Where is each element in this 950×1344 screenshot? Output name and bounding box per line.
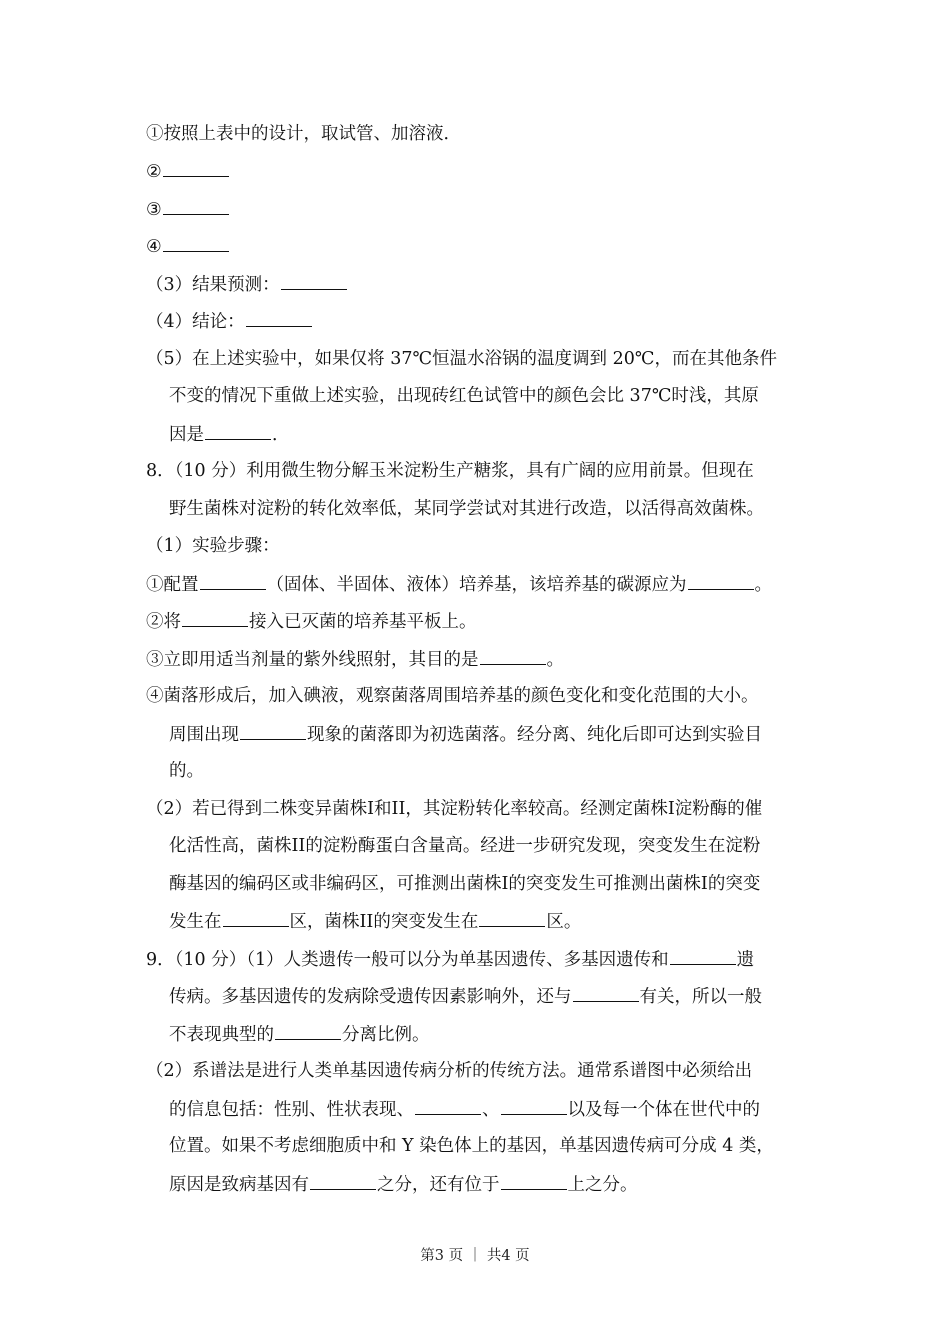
answer-blank bbox=[163, 159, 229, 177]
page-footer: 第3 页 ｜ 共4 页 bbox=[420, 1248, 530, 1264]
line-16: ④菌落形成后，加入碘液，观察菌落周围培养基的颜色变化和变化范围的大小。 bbox=[146, 686, 759, 706]
answer-blank bbox=[246, 309, 312, 327]
line-20: 化活性高，菌株II的淀粉酶蛋白含量高。经进一步研究发现，突变发生在淀粉 bbox=[169, 836, 761, 856]
line-4: ④ bbox=[146, 234, 230, 259]
line-26: （2）系谱法是进行人类单基因遗传病分析的传统方法。通常系谱图中必须给出 bbox=[146, 1061, 753, 1081]
answer-blank bbox=[688, 572, 754, 590]
question-8-line-1: 8．（10 分）利用微生物分解玉米淀粉生产糖浆，具有广阔的应用前景。但现在 bbox=[146, 461, 754, 481]
line-25: 不表现典型的 分离比例。 bbox=[169, 1022, 430, 1047]
line-11: 野生菌株对淀粉的转化效率低，某同学尝试对其进行改造，以活得高效菌株。 bbox=[169, 499, 764, 519]
answer-blank bbox=[479, 909, 545, 927]
line-3: ③ bbox=[146, 197, 230, 222]
question-9-line-1: 9．（10 分）（1）人类遗传一般可以分为单基因遗传、多基因遗传和 遗 bbox=[146, 947, 754, 972]
line-7: （5）在上述实验中，如果仅将 37℃恒温水浴锅的温度调到 20℃，而在其他条件 bbox=[146, 349, 777, 369]
answer-blank bbox=[501, 1172, 567, 1190]
line-28: 位置。如果不考虑细胞质中和 Y 染色体上的基因，单基因遗传病可分成 4 类， bbox=[169, 1136, 774, 1156]
answer-blank bbox=[223, 909, 289, 927]
line-24: 传病。多基因遗传的发病除受遗传因素影响外，还与 有关，所以一般 bbox=[169, 984, 762, 1009]
answer-blank bbox=[501, 1097, 567, 1115]
answer-blank bbox=[480, 647, 546, 665]
answer-blank bbox=[205, 422, 271, 440]
line-6: （4）结论： bbox=[146, 309, 313, 334]
line-29: 原因是致病基因有 之分，还有位于 上之分。 bbox=[169, 1172, 638, 1197]
line-12: （1）实验步骤： bbox=[146, 536, 280, 556]
answer-blank bbox=[182, 609, 248, 627]
answer-blank bbox=[310, 1172, 376, 1190]
line-15: ③立即用适当剂量的紫外线照射，其目的是 。 bbox=[146, 647, 564, 672]
line-13: ①配置 （固体、半固体、液体）培养基，该培养基的碳源应为 。 bbox=[146, 572, 772, 597]
answer-blank bbox=[275, 1022, 341, 1040]
answer-blank bbox=[670, 947, 736, 965]
line-5: （3）结果预测： bbox=[146, 272, 348, 297]
line-21: 酶基因的编码区或非编码区，可推测出菌株I的突变发生可推测出菌株I的突变 bbox=[169, 874, 761, 894]
line-18: 的。 bbox=[169, 761, 204, 781]
answer-blank bbox=[163, 197, 229, 215]
answer-blank bbox=[573, 984, 639, 1002]
answer-blank bbox=[415, 1097, 481, 1115]
answer-blank bbox=[281, 272, 347, 290]
line-9: 因是 ． bbox=[169, 422, 290, 447]
answer-blank bbox=[240, 722, 306, 740]
line-17: 周围出现 现象的菌落即为初选菌落。经分离、纯化后即可达到实验目 bbox=[169, 722, 762, 747]
answer-blank bbox=[200, 572, 266, 590]
line-1: ①按照上表中的设计，取试管、加溶液． bbox=[146, 124, 461, 144]
line-14: ②将 接入已灭菌的培养基平板上。 bbox=[146, 609, 477, 634]
line-27: 的信息包括：性别、性状表现、 、 以及每一个体在世代中的 bbox=[169, 1097, 760, 1122]
line-22: 发生在 区，菌株II的突变发生在 区。 bbox=[169, 909, 581, 934]
answer-blank bbox=[163, 234, 229, 252]
line-2: ② bbox=[146, 159, 230, 184]
line-8: 不变的情况下重做上述实验，出现砖红色试管中的颜色会比 37℃时浅，其原 bbox=[169, 386, 759, 406]
line-19: （2）若已得到二株变异菌株I和II，其淀粉转化率较高。经测定菌株I淀粉酶的催 bbox=[146, 799, 763, 819]
